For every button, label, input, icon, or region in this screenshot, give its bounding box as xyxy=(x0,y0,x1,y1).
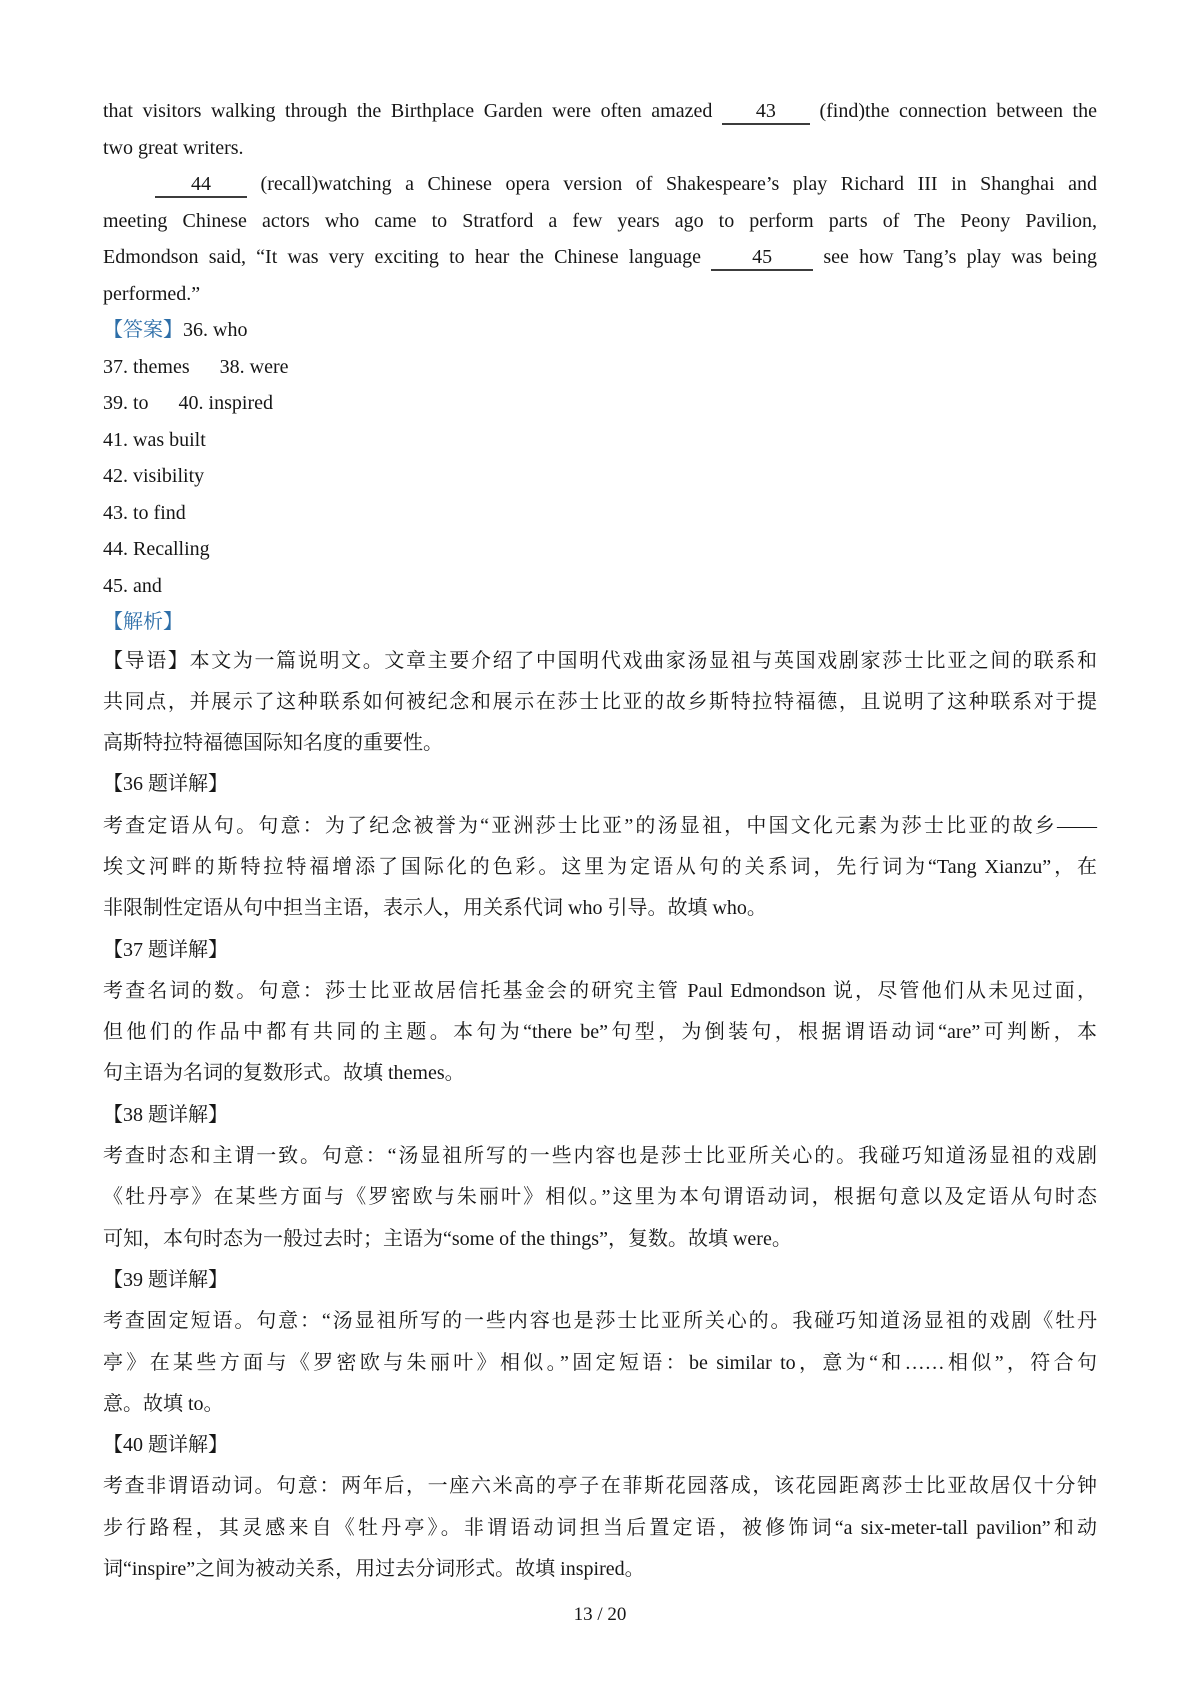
answer-line: 43. to find xyxy=(103,501,186,524)
fill-blank-45: 45 xyxy=(711,246,813,271)
answers-line xyxy=(103,312,1097,349)
analysis-heading-q38: 【38 题详解】 xyxy=(103,1103,228,1126)
analysis-line: 《牡丹亭》在某些方面与《罗密欧与朱丽叶》相似。”这里为本句谓语动词，根据句意以及定语从句时态 xyxy=(103,1186,1097,1209)
passage-text: (recall)watching a Chinese opera version of Shakespeare’s play Richard III in Shanghai and xyxy=(260,173,1097,195)
analysis-heading-q36: 【36 题详解】 xyxy=(103,773,228,796)
passage-and-answers-section xyxy=(103,93,1097,641)
analysis-line: 高斯特拉特福德国际知名度的重要性。 xyxy=(103,732,443,755)
analysis-heading-q40: 【40 题详解】 xyxy=(103,1434,228,1457)
analysis-line: 但他们的作品中都有共同的主题。本句为“there be”句型，为倒装句，根据谓语动词“are”可判断，本 xyxy=(103,1021,1097,1044)
analysis-line: 考查非谓语动词。句意：两年后，一座六米高的亭子在菲斯花园落成，该花园距离莎士比亚故居仅十分钟 xyxy=(103,1475,1097,1498)
page-number: 13 / 20 xyxy=(573,1604,627,1626)
passage-line: two great writers. xyxy=(103,136,244,159)
analysis-line: 可知，本句时态为一般过去时；主语为“some of the things”，复数。故填 were。 xyxy=(103,1227,792,1250)
fill-blank-44: 44 xyxy=(155,173,247,198)
passage-text: (find)the connection between the xyxy=(819,100,1097,122)
answers-label: 【答案】 xyxy=(103,319,183,341)
answer-item: 36. who xyxy=(183,319,248,341)
passage-line: performed.” xyxy=(103,282,201,305)
analysis-line: 句主语为名词的复数形式。故填 themes。 xyxy=(103,1062,465,1085)
analysis-line: 步行路程，其灵感来自《牡丹亭》。非谓语动词担当后置定语，被修饰词“a six-meter-tall pavilion”和动 xyxy=(103,1516,1097,1539)
analysis-line: 【导语】本文为一篇说明文。文章主要介绍了中国明代戏曲家汤显祖与英国戏剧家莎士比亚之间的联系和 xyxy=(103,649,1097,672)
analysis-section xyxy=(103,641,1097,1591)
answer-line: 42. visibility xyxy=(103,465,205,487)
passage-line xyxy=(103,239,1097,276)
answer-line: 44. Recalling xyxy=(103,538,210,560)
analysis-line: 意。故填 to。 xyxy=(103,1392,224,1415)
passage-line xyxy=(103,93,1097,130)
answer-line: 41. was built xyxy=(103,428,206,451)
analysis-line: 考查定语从句。句意：为了纪念被誉为“亚洲莎士比亚”的汤显祖，中国文化元素为莎士比亚的故乡—— xyxy=(103,814,1097,837)
analysis-line: 词“inspire”之间为被动关系，用过去分词形式。故填 inspired。 xyxy=(103,1558,645,1581)
analysis-line: 亭》在某些方面与《罗密欧与朱丽叶》相似。”固定短语：be similar to，意为“和……相似”，符合句 xyxy=(103,1351,1097,1374)
analysis-heading-q39: 【39 题详解】 xyxy=(103,1268,228,1291)
answer-line: 39. to 40. inspired xyxy=(103,392,273,414)
analysis-line: 埃文河畔的斯特拉特福增添了国际化的色彩。这里为定语从句的关系词，先行词为“Tang Xianzu”，在 xyxy=(103,855,1097,878)
passage-text: that visitors walking through the Birthplace Garden were often amazed xyxy=(103,100,713,122)
analysis-line: 非限制性定语从句中担当主语，表示人，用关系代词 who 引导。故填 who。 xyxy=(103,897,767,920)
analysis-label: 【解析】 xyxy=(103,611,183,633)
analysis-line: 共同点，并展示了这种联系如何被纪念和展示在莎士比亚的故乡斯特拉特福德，且说明了这种联系对于提 xyxy=(103,690,1097,713)
analysis-label-line xyxy=(103,604,1097,641)
fill-blank-43: 43 xyxy=(722,100,810,125)
passage-line xyxy=(103,166,1097,203)
passage-text: Edmondson said, “It was very exciting to hear the Chinese language xyxy=(103,246,701,268)
answer-line: 45. and xyxy=(103,574,162,597)
analysis-line: 考查时态和主谓一致。句意：“汤显祖所写的一些内容也是莎士比亚所关心的。我碰巧知道汤显祖的戏剧 xyxy=(103,1145,1097,1168)
answer-line: 37. themes 38. were xyxy=(103,355,289,378)
analysis-line: 考查名词的数。句意：莎士比亚故居信托基金会的研究主管 Paul Edmondson 说，尽管他们从未见过面， xyxy=(103,979,1097,1002)
passage-text: see how Tang’s play was being xyxy=(823,246,1097,268)
analysis-line: 考查固定短语。句意：“汤显祖所写的一些内容也是莎士比亚所关心的。我碰巧知道汤显祖的戏剧《牡丹 xyxy=(103,1310,1097,1333)
passage-line: meeting Chinese actors who came to Stratford a few years ago to perform parts of The Peony Pavilion, xyxy=(103,209,1097,232)
analysis-heading-q37: 【37 题详解】 xyxy=(103,938,228,961)
